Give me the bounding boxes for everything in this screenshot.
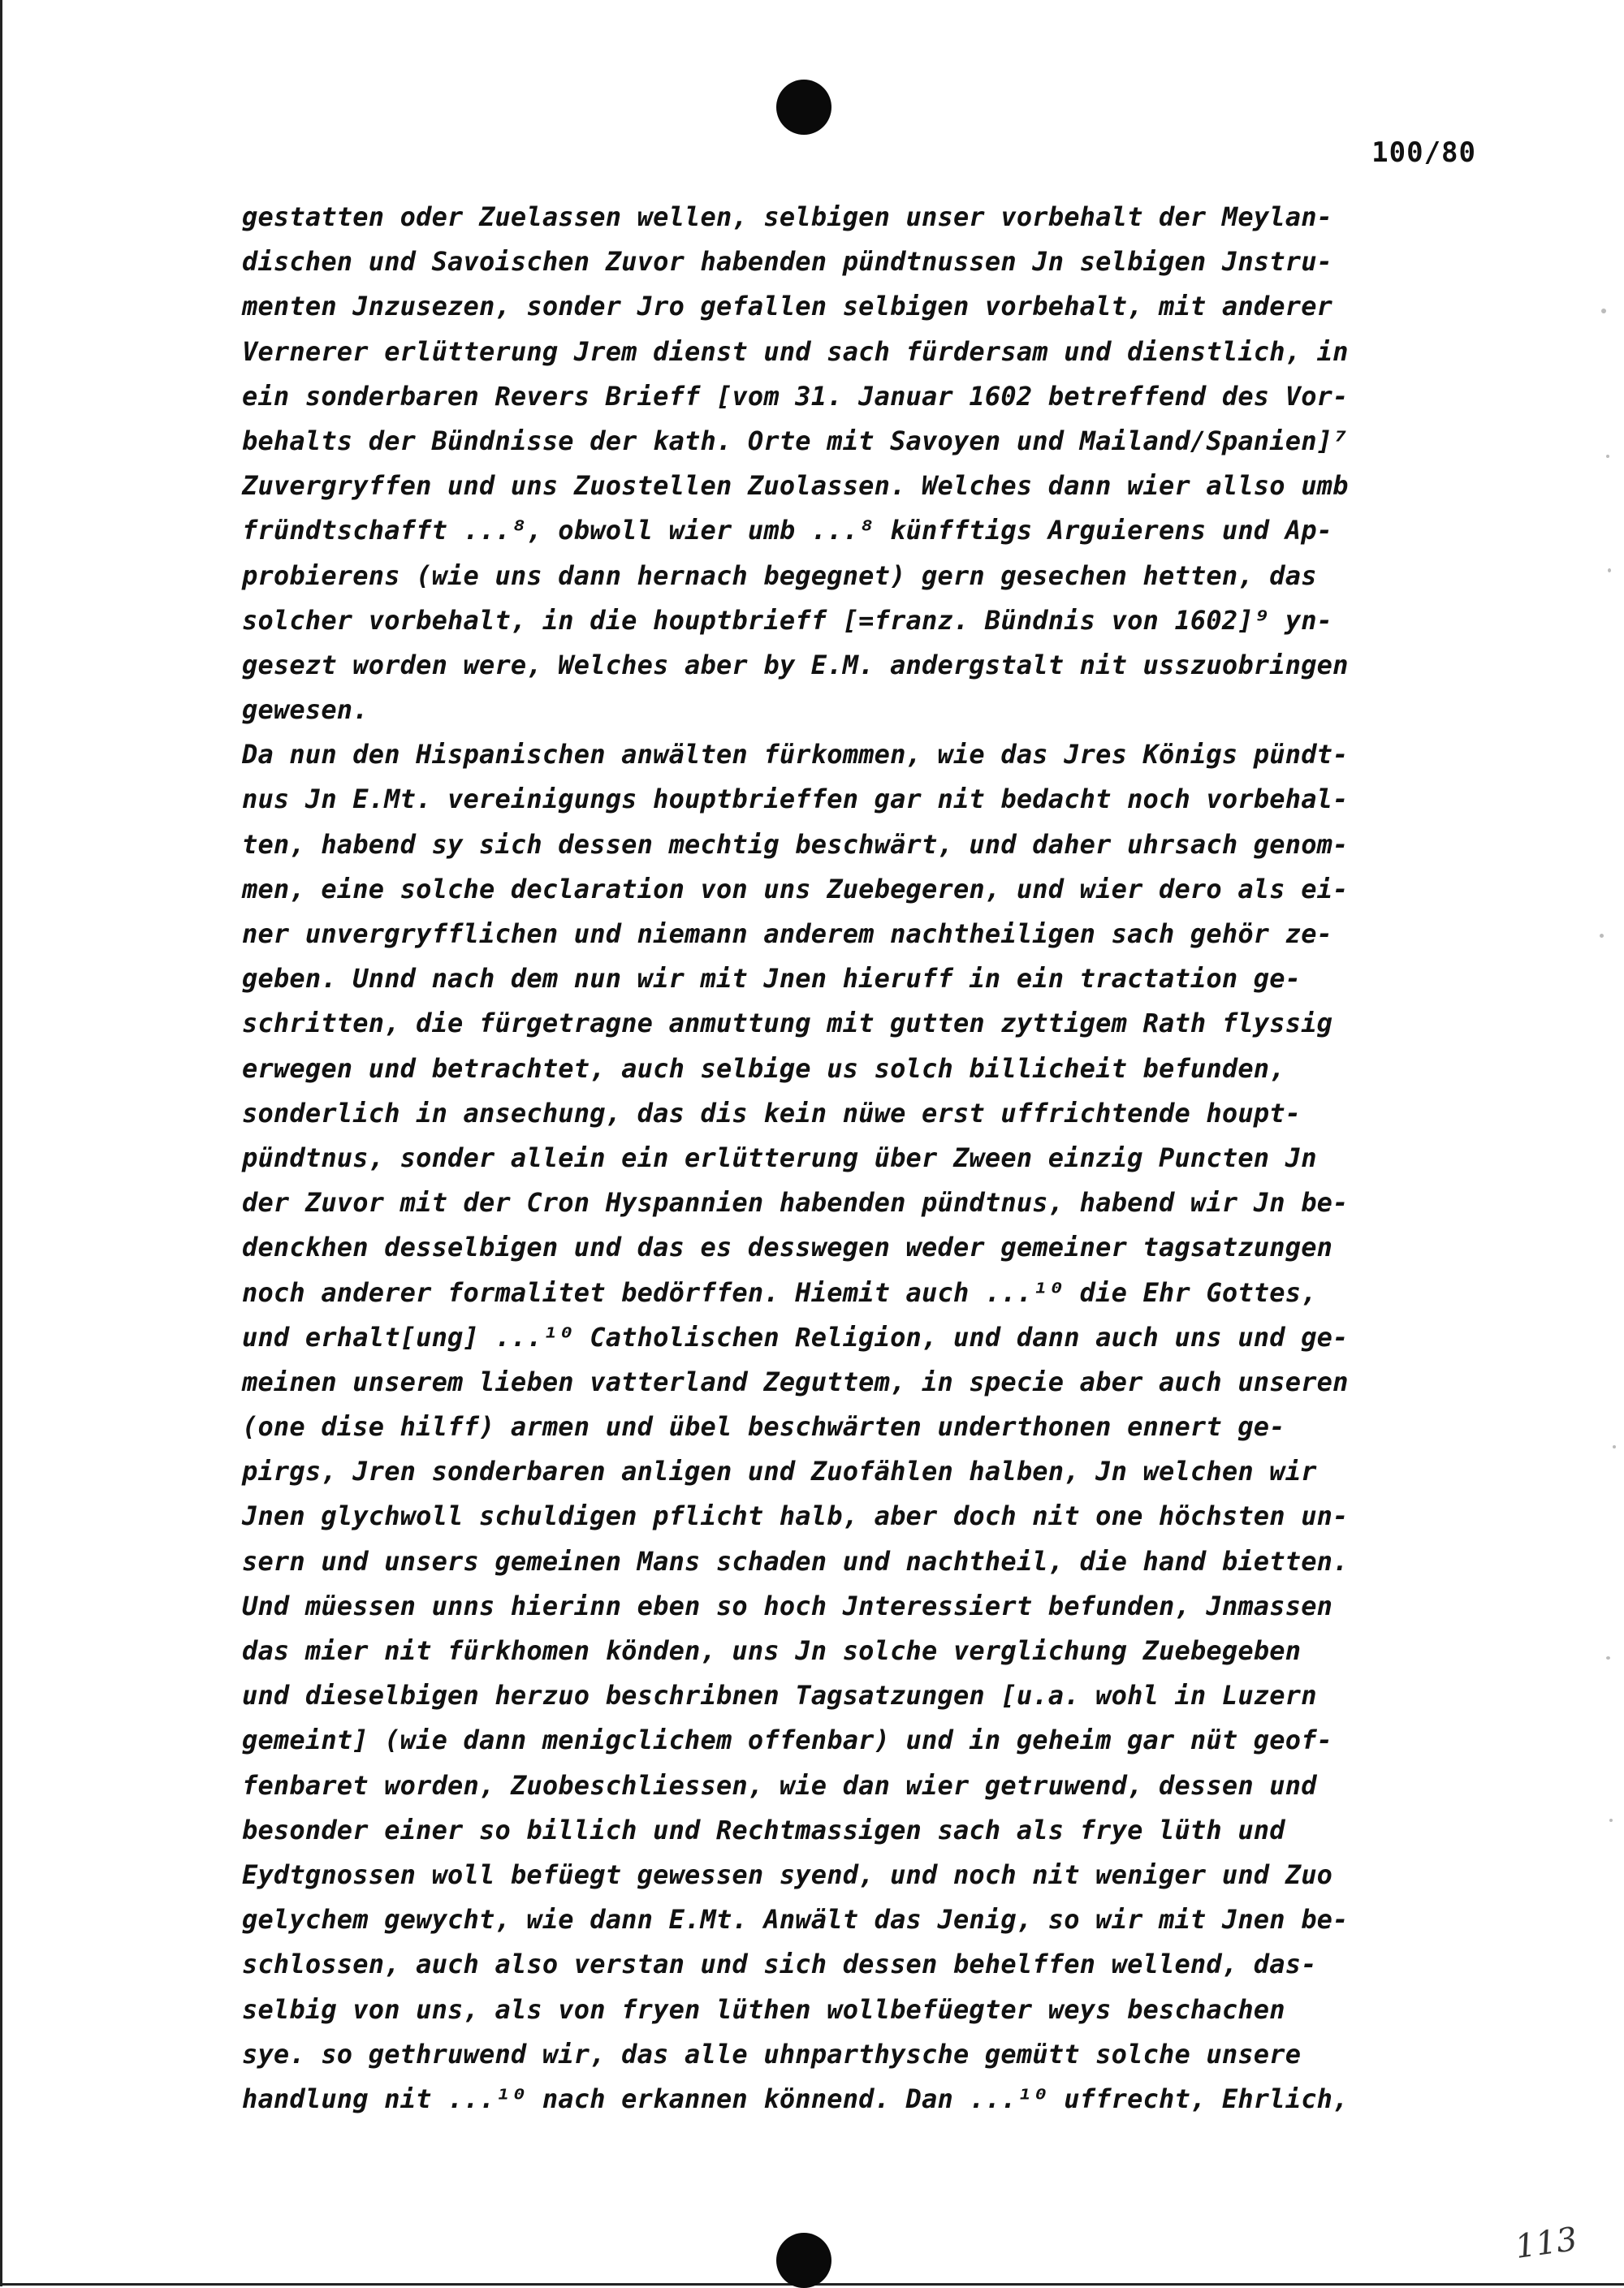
text-line: men, eine solche declaration von uns Zuebegeren, und wier dero als ei- [242,873,1349,904]
text-line: gesezt worden were, Welches aber by E.M. andergstalt nit usszuobringen [242,649,1349,680]
text-line: schlossen, auch also verstan und sich dessen behelffen wellend, das- [242,1949,1317,1980]
text-line: und dieselbigen herzuo beschribnen Tagsatzungen [u.a. wohl in Luzern [242,1680,1317,1712]
text-line: Eydtgnossen woll befüegt gewessen syend, und noch nit weniger und Zuo [242,1858,1333,1890]
text-line: Jnen glychwoll schuldigen pflicht halb, aber doch nit one höchsten un- [242,1500,1349,1532]
text-line: das mier nit fürkhomen könden, uns Jn solche verglichung Zuebegeben [242,1635,1302,1666]
punch-hole-bottom [776,2233,831,2288]
text-line: erwegen und betrachtet, auch selbige us solch billicheit befunden, [242,1052,1285,1084]
text-line: Zuvergryffen und uns Zuostellen Zuolassen. Welches dann wier allso umb [242,470,1349,502]
scan-speck [1600,934,1604,938]
page-number: 100/80 [1371,136,1476,169]
text-line: meinen unserem lieben vatterland Zeguttem, in specie aber auch unseren [242,1366,1349,1397]
text-line: pündtnus, sonder allein ein erlütterung über Zween einzig Puncten Jn [242,1142,1317,1173]
text-line: der Zuvor mit der Cron Hyspannien habenden pündtnus, habend wir Jn be- [242,1187,1349,1219]
text-line: ein sonderbaren Revers Brieff [vom 31. Januar 1602 betreffend des Vor- [242,380,1349,412]
scan-speck [1608,568,1611,572]
text-line: und erhalt[ung] ...¹⁰ Catholischen Religion, und dann auch uns und ge- [242,1321,1349,1353]
scan-speck [1606,455,1609,458]
text-line: nus Jn E.Mt. vereinigungs houptbrieffen gar nit bedacht noch vorbehal- [242,784,1349,815]
text-line: ten, habend sy sich dessen mechtig beschwärt, und daher uhrsach genom- [242,828,1349,860]
text-line: pirgs, Jren sonderbaren anligen und Zuofählen halben, Jn welchen wir [242,1456,1317,1487]
page-left-edge [0,0,2,2286]
text-line: geben. Unnd nach dem nun wir mit Jnen hieruff in ein tractation ge- [242,963,1302,995]
punch-hole-top [776,80,831,135]
text-line: noch anderer formalitet bedörffen. Hiemit auch ...¹⁰ die Ehr Gottes, [242,1276,1317,1308]
text-line: gewesen. [242,694,369,726]
text-line: Und müessen unns hierinn eben so hoch Jnteressiert befunden, Jnmassen [242,1590,1333,1621]
text-line: Vernerer erlütterung Jrem dienst und sach fürdersam und dienstlich, in [242,335,1349,367]
text-line: sonderlich in ansechung, das dis kein nüwe erst uffrichtende houpt- [242,1097,1302,1129]
text-line: sern und unsers gemeinen Mans schaden und nachtheil, die hand bietten. [242,1545,1349,1577]
text-line: handlung nit ...¹⁰ nach erkannen könnend. Dan ...¹⁰ uffrecht, Ehrlich, [242,2083,1349,2114]
text-line: fenbaret worden, Zuobeschliessen, wie dan wier getruwend, dessen und [242,1769,1317,1801]
scan-speck [1613,1445,1616,1448]
text-line: menten Jnzusezen, sonder Jro gefallen selbigen vorbehalt, mit anderer [242,291,1333,322]
text-line: schritten, die fürgetragne anmuttung mit gutten zyttigem Rath flyssig [242,1008,1333,1039]
handwritten-folio-number: 113 [1512,2220,1579,2267]
text-line: behalts der Bündnisse der kath. Orte mit Savoyen und Mailand/Spanien]⁷ [242,425,1349,456]
text-line: fründtschafft ...⁸, obwoll wier umb ...⁸ künfftigs Arguierens und Ap- [242,515,1333,546]
scan-speck [1601,309,1606,313]
text-line: ner unvergryfflichen und niemann anderem nachtheiligen sach gehör ze- [242,918,1333,949]
text-line: selbig von uns, als von fryen lüthen wollbefüegter weys beschachen [242,1993,1285,2025]
scan-speck [1609,1819,1613,1822]
text-line: sye. so gethruwend wir, das alle uhnparthysche gemütt solche unsere [242,2038,1302,2070]
document-body [242,195,1488,2122]
text-line: (one dise hilff) armen und übel beschwärten underthonen ennert ge- [242,1411,1285,1443]
text-line: dischen und Savoischen Zuvor habenden pündtnussen Jn selbigen Jnstru- [242,246,1333,278]
scan-speck [1606,1656,1610,1660]
text-line: solcher vorbehalt, in die houptbrieff [=franz. Bündnis von 1602]⁹ yn- [242,604,1333,636]
text-line: gestatten oder Zuelassen wellen, selbigen unser vorbehalt der Meylan- [242,201,1333,232]
text-line: gelychem gewycht, wie dann E.Mt. Anwält das Jenig, so wir mit Jnen be- [242,1904,1349,1936]
text-line: denckhen desselbigen und das es desswegen weder gemeiner tagsatzungen [242,1232,1333,1263]
text-line: Da nun den Hispanischen anwälten fürkommen, wie das Jres Königs pündt- [242,739,1349,771]
text-line: probierens (wie uns dann hernach begegnet) gern gesechen hetten, das [242,559,1317,591]
text-line: besonder einer so billich und Rechtmassigen sach als frye lüth und [242,1814,1285,1846]
text-line: gemeint] (wie dann menigclichem offenbar) und in geheim gar nüt geof- [242,1725,1333,1756]
